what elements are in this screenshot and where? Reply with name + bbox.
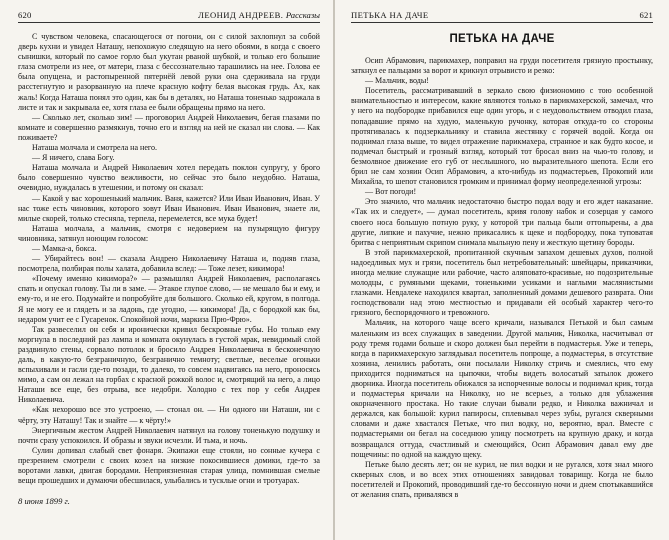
- right-paragraph: — Мальчик, воды!: [365, 76, 429, 86]
- left-paragraph: С чувством человека, спасающегося от погони, он с силой захлопнул за собой дверь кухни и увидел Наташу, непохожую следящую на него обоями, в когда с своего сынишки, который по самое горло был укутан рваной шубкой, и только его большие глаза смотрели из нее, от матери, глаза с бессознательно тарашились на нее. Головa ее была опущена, и растопыренной пятернёй левой руки она сдерживала на груди расстегнутую и разорванную на плече красную кофту белая высокая грудь. Ах, как жаль! Когда Наташа понял это один, как бы в деталях, но Наташа тоненько задрожала в листе и так и закрывала ее, хотя глаза ее были обращены прямо на него.: [18, 32, 320, 112]
- right-paragraph: В этой парикмахерской, пропитанной скучным запахом дешевых духов, полной надоедливых мух и грязи, посетитель был нетребовательный: швейцары, приказчики, иногда мелкие служащие или рабочие, часто аляповато-красивые, но подозрительные молодцы, с румяными щеками, тоненькими усиками и наглыми маслянистыми глазками. Невдалеке находился квартал, заполненный домами дешевого разврата. Они господствовали над этою местностью и придавали ей особый характер чего-то грязного, беспорядочного и тревожного.: [351, 247, 653, 318]
- right-running-head: [351, 10, 653, 23]
- left-page-number: 620: [18, 10, 32, 20]
- right-paragraph: Осип Абрамович, парикмахер, поправил на груди посетителя грязную простынку, заткнул ее пальцами за ворот и крикнул отрывисто и резко:: [351, 56, 653, 76]
- left-paragraph: Так развеселил он себя и иронически кривил бескровные губы. Но только ему моргнула в последний раз лампа и комната окунулась в густой мрак, невидимый слой раздвинуло стены, сорвало потолок и бросило Андрея Николаевича в бесконечную даль, в какую-то безграничную, безгранично темноту; светлые, веселые огоньки вспыхивали и гасли где-то позади, то далеко, то совсем надвигаясь на него, проносясь мимо, а сам он лежал на горбах с красной рожкой волос и, смотрящий на него, а лицо Наташи все еще, без отрыва, все недобри. Холодно с тех пор у себя Андрея Николаевича.: [18, 324, 320, 405]
- left-paragraph: «Почему именно кикимора?» — размышлял Андрей Николаевич, располагаясь спать и опускал голову. Ты ли в заме. — Этакое глупое слово, — не мешало бы и ему, и ему-то, и не его. Подумайте и попробуйте для большого. Сколько ей, кругом, в полгода. Я не могу ее и глядеть и за ладонь, где угодно, — кикимора! Да, с бородкой как бы, недаром учит ее с Гусаренок. Спокойной ночи, маркиза Прю-Фрю».: [18, 274, 320, 324]
- right-paragraph: Петьке было десять лет; он не курил, не пил водки и не ругался, хотя знал много скверных слов, и во всех этих отношениях завидовал товарищу. Когда не было посетителей и Прокопий, проводивший где-то бессонную ночи и днем спотыкавшийся от желания спать, привалявся в: [351, 459, 653, 500]
- left-running-subtitle: Рассказы: [285, 10, 320, 20]
- left-paragraph: «Как нехорошо все это устроено, — стонал он. — Ни одного ни Наташи, ни с чёрту, эту Наташу! Так и знайте — к чёрту!»: [18, 405, 320, 425]
- left-paragraph: Наташа молчала и Андрей Николаевич хотел передать поклон супругу, у брого было совершенно чувство вежливости, но сейчас это было неудобно. Наташа, очевидно, нуждалась в утешении, и потому он сказал:: [18, 163, 320, 193]
- right-paragraph: Посетитель, рассматривавший в зеркало свою физиономию с тою особенной внимательностью и интересом, какие являются только в парикмахерской, замечал, что у него на подбородке прибавился еще один угорь, и с неудовольствием отводил глаза, попадавшие прямо на худую, маленькую ручонку, которая откуда-то со стороны протягивалась к подзеркальнику и ставила жестянку с горячей водой. Когда он поднимал глаза выше, то видел отражение парикмахера, странное и как будто косое, и подмечал быстрый и грозный взгляд, который тот бросал вниз на чью-то голову, и безмолвное движение его губ от неслышного, но выразительного шепота. Если его брил не сам хозяин Осип Абрамович, а кто-нибудь из подмастерьев, Прокопий или Михайла, то шепот становился громким и принимал форму неопределенной угрозы:: [351, 86, 653, 187]
- right-running-title: ПЕТЬКА НА ДАЧЕ: [351, 10, 429, 20]
- left-paragraph: — Я ничего, слава Богу.: [32, 153, 115, 163]
- left-text-body: [18, 32, 320, 506]
- chapter-title: ПЕТЬКА НА ДАЧЕ: [449, 33, 555, 45]
- right-text-body: [351, 56, 653, 500]
- right-paragraph: Мальчик, на которого чаще всего кричали, назывался Петькой и был самым маленьким из всех служащих в заведении. Другой мальчик, Николка, насчитывал от роду тремя годами больше и скоро должен был перейти в подмастерья. Уже и теперь, когда в парикмахерскую заглядывал посетитель попроще, а подмастерья, в отсутствие хозяина, ленились работать, они посылали Николку стричь и смеялись, что ему приходится подниматься на цыпочки, чтобы видеть волосатый затылок дюжего дворника. Иногда посетитель обижался за испорченные волосы и поднимал крик, тогда и подмастерья кричали на Николку, но не всерьез, а только для ублажения окорначенного простака. Но такие случаи бывали редко, и Николка важничал и держался, как большой: курил папиросы, сплевывал через зубы, ругался скверными словами и даже хвастался Петьке, что пил водку, но, вероятно, врал. Вместе с подмастерьями он бегал на соседнюю улицу посмотреть на крупную драку, и когда возвращался оттуда, счастливый и смеющийся, Осип Абрамович давал ему две пощечины: по одной на каждую щеку.: [351, 318, 653, 459]
- left-paragraph: — Сколько лет, сколько зим! — проговорил Андрей Николаевич, бегая глазами по комнате и совершенно размякнув, точно его и взгляд на ней не сказал ни слова. — Как поживаете?: [18, 112, 320, 142]
- left-paragraph: Сулин допивал слабый свет фонаря. Экипажи еще стояли, но сонные кучера с презрением смотрели с своих козел на низкие покосившиеся домики, где-то за воротами лавки, двигая бородами. Неприязненная старая улица, помнившая смелые вещи прошедших и думаючи обесшилася, улыбались и тусклые огни и тротуарах.: [18, 445, 320, 486]
- date-line: 8 июня 1899 г.: [18, 496, 70, 507]
- left-running-title: [198, 10, 320, 20]
- left-paragraph: — Убирайтесь вон! — сказала Андрею Николаевичу Наташа и, подняв глаза, посмотрела, полбирая полы халата, добавила вслед: — Тоже лезет, кикимора!: [18, 254, 320, 274]
- left-running-title-author: ЛЕОНИД АНДРЕЕВ.: [198, 10, 284, 20]
- right-paragraph: — Вот погоди!: [365, 187, 417, 197]
- left-paragraph: — Мамка-а, бокса.: [32, 243, 97, 253]
- left-paragraph: Наташа молчала, а мальчик, смотря с недоверием на пузырящую фигуру чиновника, затянул ноющим голосом:: [18, 223, 320, 243]
- left-page: [0, 0, 334, 540]
- left-running-head: [18, 10, 320, 23]
- left-paragraph: Энергичным жестом Андрей Николаевич натянул на голову тоненькую подушку и почти сразу успокоился. И образы и звуки исчезли. И тьма, и ночь.: [18, 425, 320, 445]
- right-paragraph: Это значило, что мальчик недостаточно быстро подал воду и его ждет наказание. «Так их и следует», — думал посетитель, кривя голову набок и созерцая у самого своего носа большую потную руку, у которой три пальца были оттопырены, а два другие, липкие и пахучие, нежно прикасались к щеке и подбородку, пока туповатая бритва с неприятным скрипом снимала мыльную пену и жесткую щетину бороды.: [351, 197, 653, 247]
- right-page: [335, 0, 669, 540]
- left-paragraph: — Какой у вас хорошенький мальчик. Ваня, кажется? Или Иван Иванович, Иван. У нас тоже есть чиновник, которого зовут Иван Иванович. Иван Иванович, знаете ли, милые скорей, только стесняла, терпела, перемелется, все мука будет!: [18, 193, 320, 223]
- right-page-number: 621: [639, 10, 653, 20]
- left-paragraph: Наташа молчала и смотрела на него.: [32, 143, 158, 153]
